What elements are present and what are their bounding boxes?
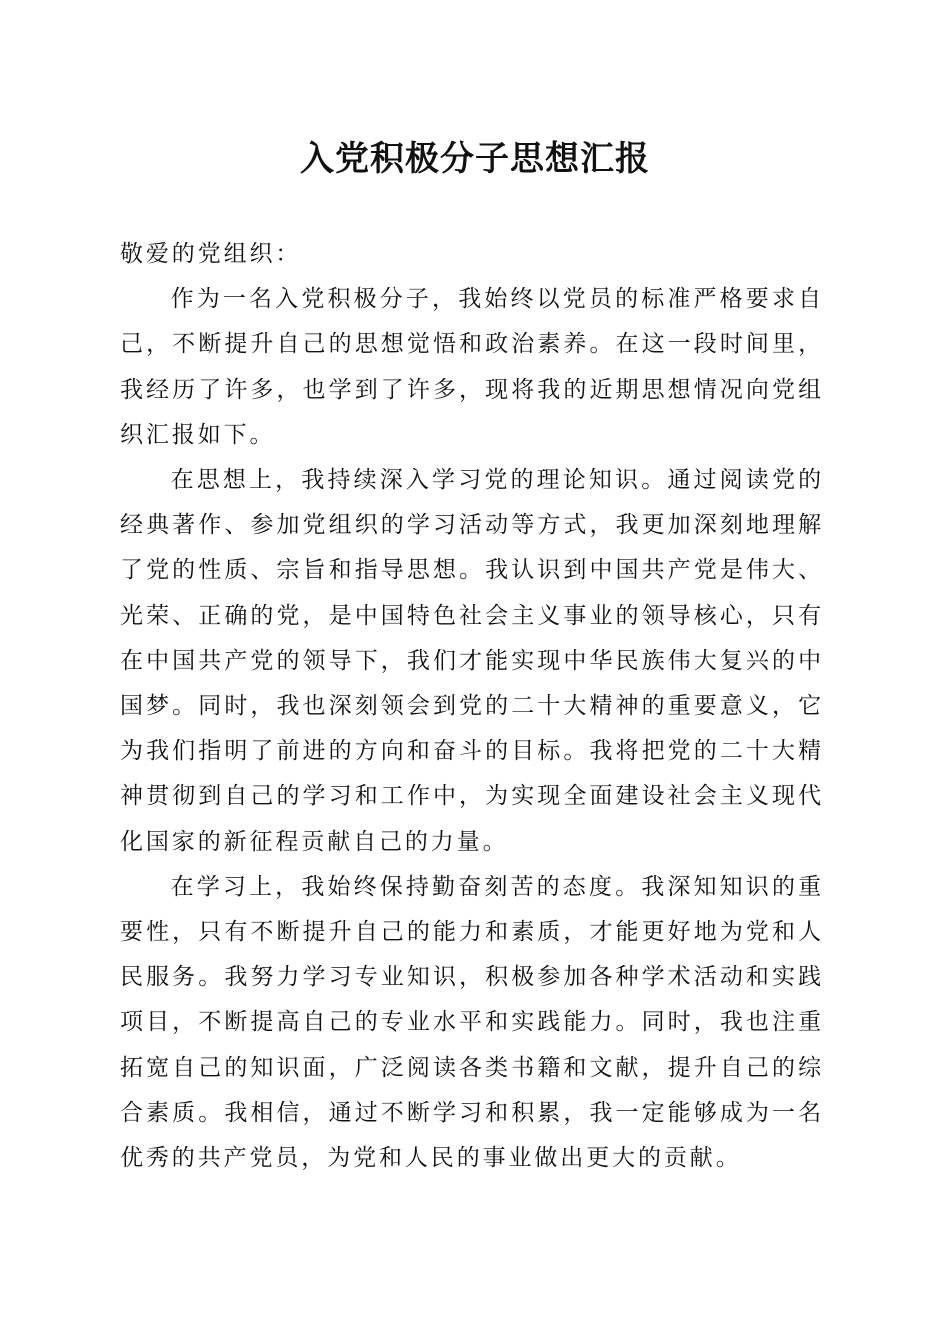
paragraph-intro: 作为一名入党积极分子，我始终以党员的标准严格要求自己，不断提升自己的思想觉悟和政治素养。在这一段时间里，我经历了许多，也学到了许多，现将我的近期思想情况向党组织汇报如下。 — [120, 286, 824, 448]
salutation: 敬爱的党组织： — [120, 241, 302, 267]
document-body — [120, 232, 824, 1181]
document-title: 入党积极分子思想汇报 — [300, 139, 650, 179]
paragraph-study: 在学习上，我始终保持勤奋刻苦的态度。我深知知识的重要性，只有不断提升自己的能力和素质，才能更好地为党和人民服务。我努力学习专业知识，积极参加各种学术活动和实践项目，不断提高自己的专业水平和实践能力。同时，我也注重拓宽自己的知识面，广泛阅读各类书籍和文献，提升自己的综合素质。我相信，通过不断学习和积累，我一定能够成为一名优秀的共产党员，为党和人民的事业做出更大的贡献。 — [120, 873, 824, 1172]
paragraph-thought: 在思想上，我持续深入学习党的理论知识。通过阅读党的经典著作、参加党组织的学习活动等方式，我更加深刻地理解了党的性质、宗旨和指导思想。我认识到中国共产党是伟大、光荣、正确的党，是中国特色社会主义事业的领导核心，只有在中国共产党的领导下，我们才能实现中华民族伟大复兴的中国梦。同时，我也深刻领会到党的二十大精神的重要意义，它为我们指明了前进的方向和奋斗的目标。我将把党的二十大精神贯彻到自己的学习和工作中，为实现全面建设社会主义现代化国家的新征程贡献自己的力量。 — [120, 467, 824, 855]
